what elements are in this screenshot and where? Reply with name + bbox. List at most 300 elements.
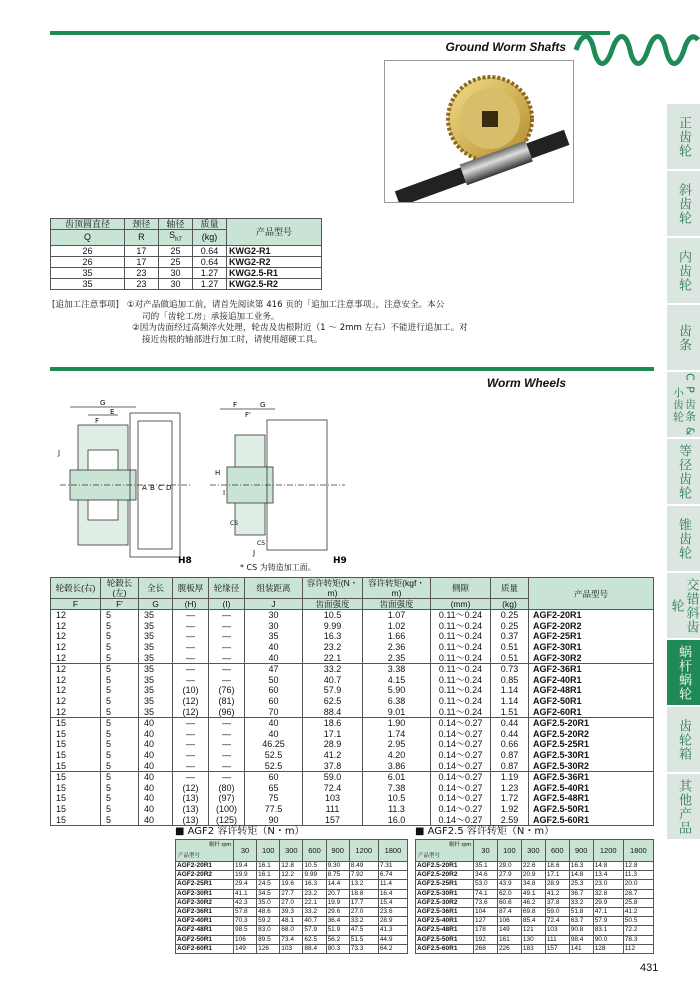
wheel-row — [51, 707, 654, 718]
wheel-cell: (12) — [173, 696, 209, 707]
wheel-cell: 5 — [101, 663, 139, 674]
wheel-cell: 0.87 — [491, 761, 529, 772]
torque-value: 57.8 — [234, 907, 257, 916]
torque-value: 73.4 — [280, 935, 303, 944]
torque-value: 11.3 — [623, 871, 653, 880]
torque-value: 28.9 — [545, 880, 569, 889]
wheel-cell: 4.20 — [363, 750, 431, 761]
wheel-cell: 40 — [139, 717, 173, 728]
label-h: H — [215, 469, 221, 477]
wheel-cell: 0.14～0.27 — [431, 804, 491, 815]
wheel-cell: 15 — [51, 793, 101, 804]
col-tip-diameter: 齿顶圆直径 — [51, 219, 125, 230]
torque-header-row — [176, 840, 408, 862]
torque-value: 57.9 — [303, 926, 326, 935]
wheel-cell: 15 — [51, 750, 101, 761]
torque-value: 19.9 — [234, 871, 257, 880]
wheel-cell: 15 — [51, 771, 101, 782]
wheel-cell: 3.86 — [363, 761, 431, 772]
wheel-cell: 0.14～0.27 — [431, 739, 491, 750]
torque-value: 83.1 — [593, 926, 623, 935]
corner-rpm: 蜗杆 rpm — [448, 842, 471, 848]
torque-value: 33.2 — [349, 917, 378, 926]
torque-row — [416, 944, 654, 953]
torque-value: 12.8 — [280, 862, 303, 871]
machining-notes — [52, 300, 468, 346]
torque-value: 68.0 — [280, 926, 303, 935]
tab-other-products[interactable]: 其他产品 — [667, 774, 700, 839]
wheel-header: 组装距离 — [245, 578, 303, 599]
wheel-cell: 0.85 — [491, 674, 529, 685]
wheel-cell: 0.14～0.27 — [431, 750, 491, 761]
tab-bevel-gears[interactable]: 锥齿轮 — [667, 506, 700, 571]
torque-value: 33.2 — [569, 898, 593, 907]
label-a: A — [142, 484, 147, 492]
tab-cp-racks-pinions[interactable]: C P 齿条 & 小齿轮 — [667, 372, 700, 437]
torque-value: 141 — [569, 944, 593, 953]
shaft-cell: 0.64 — [192, 256, 226, 267]
wheel-cell: — — [173, 739, 209, 750]
wheel-row — [51, 620, 654, 631]
torque-value: 13.2 — [349, 880, 378, 889]
torque-value: 63.7 — [569, 917, 593, 926]
torque-value: 47.5 — [349, 926, 378, 935]
wheel-cell: 18.6 — [303, 717, 363, 728]
rpm-header: 1200 — [593, 840, 623, 862]
torque-value: 27.9 — [497, 871, 521, 880]
torque-value: 19.4 — [234, 862, 257, 871]
wheel-cell: 15 — [51, 761, 101, 772]
wheel-cell: — — [209, 653, 245, 664]
wheel-cell: 15 — [51, 782, 101, 793]
shaft-cell: 17 — [124, 245, 158, 256]
wheel-cell: 0.14～0.27 — [431, 782, 491, 793]
wheel-cell: (12) — [173, 707, 209, 718]
label-f: F — [95, 417, 100, 425]
torque-value: 149 — [234, 944, 257, 953]
wheel-cell: 0.11～0.24 — [431, 707, 491, 718]
wheel-cell: 1.92 — [491, 804, 529, 815]
shaft-cell: 1.27 — [192, 278, 226, 289]
torque-value: 42.3 — [234, 898, 257, 907]
torque-model: AGF2.5-20R2 — [416, 871, 474, 880]
torque-value: 44.9 — [378, 935, 407, 944]
torque-model: AGF2-20R1 — [176, 862, 234, 871]
gear-logo-icon — [572, 22, 700, 80]
wheel-row — [51, 739, 654, 750]
col-model: 产品型号 — [227, 219, 322, 246]
torque-value: 34.5 — [257, 889, 280, 898]
wheel-cell: 5 — [101, 771, 139, 782]
wheel-row — [51, 717, 654, 728]
tab-racks[interactable]: 齿条 — [667, 305, 700, 370]
note-2a: ②因为齿面经过高频淬火处理，轮齿及齿根附近（1 ～ 2mm 左右）不能进行追加工。对 — [132, 323, 468, 333]
wheel-cell: 5 — [101, 750, 139, 761]
wheel-cell: — — [209, 761, 245, 772]
torque-value: 62.5 — [303, 935, 326, 944]
wheel-cell: 12 — [51, 653, 101, 664]
wheel-cell: (97) — [209, 793, 245, 804]
tab-screw-gears[interactable]: 交错斜齿轮 — [667, 573, 700, 638]
wheel-cell: 65 — [245, 782, 303, 793]
wheel-subheader: F' — [101, 599, 139, 610]
wheel-cell: — — [173, 771, 209, 782]
torque-value: 43.9 — [497, 880, 521, 889]
torque-row — [176, 944, 408, 953]
model-cell: AGF2.5-20R1 — [529, 717, 654, 728]
torque-model: AGF2.5-36R1 — [416, 907, 474, 916]
wheel-cell: 10.5 — [303, 610, 363, 621]
wheel-cell: 0.11～0.24 — [431, 696, 491, 707]
torque-value: 183 — [521, 944, 545, 953]
wheel-cell: 15 — [51, 717, 101, 728]
torque-value: 29.0 — [497, 862, 521, 871]
wheel-cell: 47 — [245, 663, 303, 674]
shaft-cell: 25 — [158, 256, 192, 267]
model-cell: AGF2-48R1 — [529, 685, 654, 696]
wheel-row — [51, 674, 654, 685]
wheel-cell: 35 — [139, 696, 173, 707]
model-cell: AGF2.5-30R2 — [529, 761, 654, 772]
torque-value: 17.1 — [545, 871, 569, 880]
wheel-cell: 40 — [245, 717, 303, 728]
wheel-cell: 1.51 — [491, 707, 529, 718]
wheel-row — [51, 804, 654, 815]
model-cell: KWG2.5-R1 — [227, 267, 322, 278]
torque-row — [416, 907, 654, 916]
torque-value: 48.6 — [257, 907, 280, 916]
wheel-cell: 6.01 — [363, 771, 431, 782]
wheel-cell: 90 — [245, 815, 303, 826]
wheel-cell: 59.0 — [303, 771, 363, 782]
wheel-cell: 70 — [245, 707, 303, 718]
tab-gearboxes[interactable]: 齿轮箱 — [667, 707, 700, 772]
wheel-cell: 22.1 — [303, 653, 363, 664]
wheels-section-title: Worm Wheels — [486, 376, 566, 390]
wheel-cell: 40 — [139, 793, 173, 804]
wheel-cell: 5 — [101, 642, 139, 653]
wheel-cell: 1.90 — [363, 717, 431, 728]
wheel-cell: 35 — [139, 631, 173, 642]
torque-value: 16.3 — [303, 880, 326, 889]
wheel-cell: 35 — [139, 642, 173, 653]
rpm-header: 1800 — [378, 840, 407, 862]
wheel-cell: — — [173, 642, 209, 653]
wheel-cell: 5 — [101, 804, 139, 815]
wheel-cell: 5 — [101, 610, 139, 621]
wheel-cell: — — [173, 663, 209, 674]
wheel-cell: 0.11～0.24 — [431, 642, 491, 653]
torque-value: 90.0 — [593, 935, 623, 944]
torque-value: 192 — [474, 935, 498, 944]
shaft-row — [51, 256, 322, 267]
wheel-cell: 12 — [51, 620, 101, 631]
torque-value: 28.9 — [378, 917, 407, 926]
torque-value: 98.4 — [569, 935, 593, 944]
wheel-row — [51, 815, 654, 826]
cs-note: * CS 为铸造加工面。 — [240, 563, 316, 572]
wheel-cell: 40 — [139, 761, 173, 772]
wheel-cell: 0.51 — [491, 642, 529, 653]
torque-model: AGF2-48R1 — [176, 926, 234, 935]
wheel-cell: 5 — [101, 631, 139, 642]
wheel-cell: 40 — [139, 782, 173, 793]
torque-row — [176, 926, 408, 935]
torque-value: 11.4 — [378, 880, 407, 889]
rpm-header: 30 — [474, 840, 498, 862]
wheel-cell: 40 — [139, 739, 173, 750]
torque-value: 161 — [497, 935, 521, 944]
torque-value: 149 — [497, 926, 521, 935]
torque-row — [416, 880, 654, 889]
label-b: B — [150, 484, 155, 492]
wheel-cell: 1.07 — [363, 610, 431, 621]
wheel-cell: — — [173, 610, 209, 621]
shaft-cell: 35 — [51, 267, 125, 278]
wheel-subheader: (mm) — [431, 599, 491, 610]
wheel-cell: 0.11～0.24 — [431, 674, 491, 685]
agf25-torque-caption: ■ AGF2.5 容许转矩（N・m） — [415, 826, 555, 837]
wheel-cell: 12 — [51, 707, 101, 718]
shaft-cell: 26 — [51, 245, 125, 256]
torque-value: 47.1 — [593, 907, 623, 916]
torque-value: 10.5 — [303, 862, 326, 871]
torque-value: 22.1 — [303, 898, 326, 907]
torque-model: AGF2-30R1 — [176, 889, 234, 898]
wheel-cell: 40 — [245, 653, 303, 664]
torque-value: 59.2 — [257, 917, 280, 926]
wheel-cell: (125) — [209, 815, 245, 826]
wheel-cell: 5 — [101, 815, 139, 826]
col-kg: (kg) — [192, 230, 226, 246]
note-2b: 接近齿根的轴部进行加工时，请使用超硬工具。 — [142, 334, 323, 345]
rpm-header: 100 — [257, 840, 280, 862]
wheel-cell: (80) — [209, 782, 245, 793]
wheel-cell: 40 — [139, 804, 173, 815]
wheel-header: 质量 — [491, 578, 529, 599]
rpm-header: 1200 — [349, 840, 378, 862]
wheel-cell: 40 — [245, 642, 303, 653]
wheel-cell: 5 — [101, 782, 139, 793]
tab-internal-gears[interactable]: 内齿轮 — [667, 238, 700, 303]
corner-rpm: 蜗杆 rpm — [208, 842, 231, 848]
wheel-cell: (13) — [173, 815, 209, 826]
wheel-cell: 50 — [245, 674, 303, 685]
wheel-cell: — — [209, 717, 245, 728]
wheel-cell: 12 — [51, 696, 101, 707]
wheel-cell: 0.14～0.27 — [431, 793, 491, 804]
wheel-cell: 40 — [139, 750, 173, 761]
wheel-cell: 41.2 — [303, 750, 363, 761]
wheel-cell: — — [209, 631, 245, 642]
torque-value: 25.3 — [569, 880, 593, 889]
torque-value: 41.2 — [545, 889, 569, 898]
torque-value: 9.30 — [326, 862, 349, 871]
col-s — [158, 230, 192, 246]
diagram-h8 — [50, 395, 200, 565]
torque-value: 112 — [623, 944, 653, 953]
wheel-cell: 40 — [139, 771, 173, 782]
wheel-cell: 33.2 — [303, 663, 363, 674]
wheel-cell: 0.11～0.24 — [431, 610, 491, 621]
torque-value: 59.0 — [545, 907, 569, 916]
wheel-cell: 46.25 — [245, 739, 303, 750]
torque-value: 72.4 — [545, 917, 569, 926]
wheel-cell: 11.3 — [363, 804, 431, 815]
rpm-header: 600 — [303, 840, 326, 862]
shaft-row — [51, 267, 322, 278]
label-d: D — [166, 484, 172, 492]
col-r: R — [124, 230, 158, 246]
torque-value: 46.2 — [521, 898, 545, 907]
shaft-spec-table — [50, 218, 322, 290]
wheel-cell: 5 — [101, 674, 139, 685]
wheel-cell: 5 — [101, 685, 139, 696]
torque-row — [176, 862, 408, 871]
wheel-cell: 16.0 — [363, 815, 431, 826]
model-cell: AGF2-30R2 — [529, 653, 654, 664]
torque-value: 87.4 — [497, 907, 521, 916]
wheel-cell: 35 — [139, 653, 173, 664]
torque-row — [416, 871, 654, 880]
wheel-cell: (76) — [209, 685, 245, 696]
torque-model: AGF2.5-30R1 — [416, 889, 474, 898]
torque-value: 14.8 — [593, 862, 623, 871]
wheel-cell: 1.74 — [363, 728, 431, 739]
wheel-cell: 1.19 — [491, 771, 529, 782]
torque-model: AGF2.5-20R1 — [416, 862, 474, 871]
torque-row — [176, 871, 408, 880]
torque-model: AGF2-36R1 — [176, 907, 234, 916]
shaft-cell: 17 — [124, 256, 158, 267]
wheel-cell: 0.14～0.27 — [431, 717, 491, 728]
rpm-header: 100 — [497, 840, 521, 862]
wheel-subheader: (H) — [173, 599, 209, 610]
shaft-cell: 30 — [158, 278, 192, 289]
label-i: I — [223, 489, 226, 497]
model-cell: AGF2-30R1 — [529, 642, 654, 653]
torque-value: 64.2 — [378, 944, 407, 953]
torque-value: 6.74 — [378, 871, 407, 880]
shaft-cell: 26 — [51, 256, 125, 267]
notes-label: [追加工注意事项] — [52, 300, 119, 310]
agf2-torque-table — [175, 839, 408, 954]
wheel-cell: (12) — [173, 782, 209, 793]
wheel-cell: 12 — [51, 631, 101, 642]
torque-model: AGF2.5-50R1 — [416, 935, 474, 944]
model-cell: KWG2.5-R2 — [227, 278, 322, 289]
torque-row — [176, 935, 408, 944]
tab-helical-gears[interactable]: 斜齿轮 — [667, 171, 700, 236]
wheel-cell: 15 — [51, 804, 101, 815]
wheel-cell: 15 — [51, 815, 101, 826]
torque-value: 24.5 — [257, 880, 280, 889]
torque-header-row — [416, 840, 654, 862]
wheel-header: 全长 — [139, 578, 173, 599]
wheel-cell: 1.66 — [363, 631, 431, 642]
shafts-section-title: Ground Worm Shafts — [445, 40, 566, 54]
torque-value: 18.6 — [545, 862, 569, 871]
torque-corner — [416, 840, 474, 862]
wheel-cell: 0.14～0.27 — [431, 761, 491, 772]
wheel-cell: — — [209, 739, 245, 750]
torque-value: 106 — [234, 935, 257, 944]
torque-value: 20.9 — [521, 871, 545, 880]
wheel-cell: 35 — [139, 707, 173, 718]
torque-row — [176, 907, 408, 916]
wheel-cell: 5 — [101, 620, 139, 631]
wheel-cell: 0.73 — [491, 663, 529, 674]
torque-value: 16.1 — [257, 871, 280, 880]
torque-value: 57.9 — [593, 917, 623, 926]
shaft-cell: 30 — [158, 267, 192, 278]
tab-worm-gears[interactable]: 蜗杆蜗轮 — [667, 640, 700, 705]
wheel-cell: 111 — [303, 804, 363, 815]
torque-value: 130 — [521, 935, 545, 944]
wheel-cell: (96) — [209, 707, 245, 718]
torque-value: 73.3 — [349, 944, 378, 953]
wheel-cell: 52.5 — [245, 761, 303, 772]
wheel-cell: 5 — [101, 707, 139, 718]
wheel-cell: 40 — [139, 728, 173, 739]
wheel-cell: 0.14～0.27 — [431, 771, 491, 782]
wheel-cell: — — [209, 663, 245, 674]
torque-value: 7.31 — [378, 862, 407, 871]
wheel-cell: (10) — [173, 685, 209, 696]
tab-spur-gears[interactable]: 正齿轮 — [667, 104, 700, 169]
wheel-cell: 40 — [139, 815, 173, 826]
torque-row — [416, 926, 654, 935]
label-f-h9: F — [233, 401, 238, 409]
torque-value: 80.3 — [326, 944, 349, 953]
corner-model: 产品型号 — [178, 853, 201, 859]
torque-value: 111 — [545, 935, 569, 944]
torque-value: 69.8 — [521, 907, 545, 916]
torque-value: 62.0 — [497, 889, 521, 898]
col-s-subscript: h7 — [175, 236, 182, 243]
torque-value: 16.1 — [257, 862, 280, 871]
wheel-cell: 5 — [101, 761, 139, 772]
wheel-cell: — — [209, 728, 245, 739]
torque-row — [416, 898, 654, 907]
wheel-row — [51, 663, 654, 674]
wheel-cell: 0.44 — [491, 728, 529, 739]
wheel-cell: 30 — [245, 610, 303, 621]
torque-value: 128 — [593, 944, 623, 953]
wheel-cell: 5 — [101, 728, 139, 739]
wheel-cell: 17.1 — [303, 728, 363, 739]
torque-value: 19.6 — [280, 880, 303, 889]
col-neck-diameter: 颈径 — [124, 219, 158, 230]
wheel-cell: 35 — [139, 663, 173, 674]
agf25-torque-table — [415, 839, 654, 954]
torque-model: AGF2-50R1 — [176, 935, 234, 944]
wheel-cell: 0.25 — [491, 610, 529, 621]
torque-value: 90.8 — [569, 926, 593, 935]
wheel-header: 容许转矩(N・m) — [303, 578, 363, 599]
torque-value: 39.3 — [280, 907, 303, 916]
page-number: 431 — [640, 962, 659, 974]
tab-miter-gears[interactable]: 等径齿轮 — [667, 439, 700, 504]
wheel-cell: 88.4 — [303, 707, 363, 718]
torque-value: 60.6 — [497, 898, 521, 907]
torque-value: 157 — [545, 944, 569, 953]
torque-value: 78.3 — [623, 935, 653, 944]
torque-value: 51.8 — [569, 907, 593, 916]
product-photo — [384, 60, 574, 203]
rpm-header: 30 — [234, 840, 257, 862]
model-cell: AGF2-36R1 — [529, 663, 654, 674]
